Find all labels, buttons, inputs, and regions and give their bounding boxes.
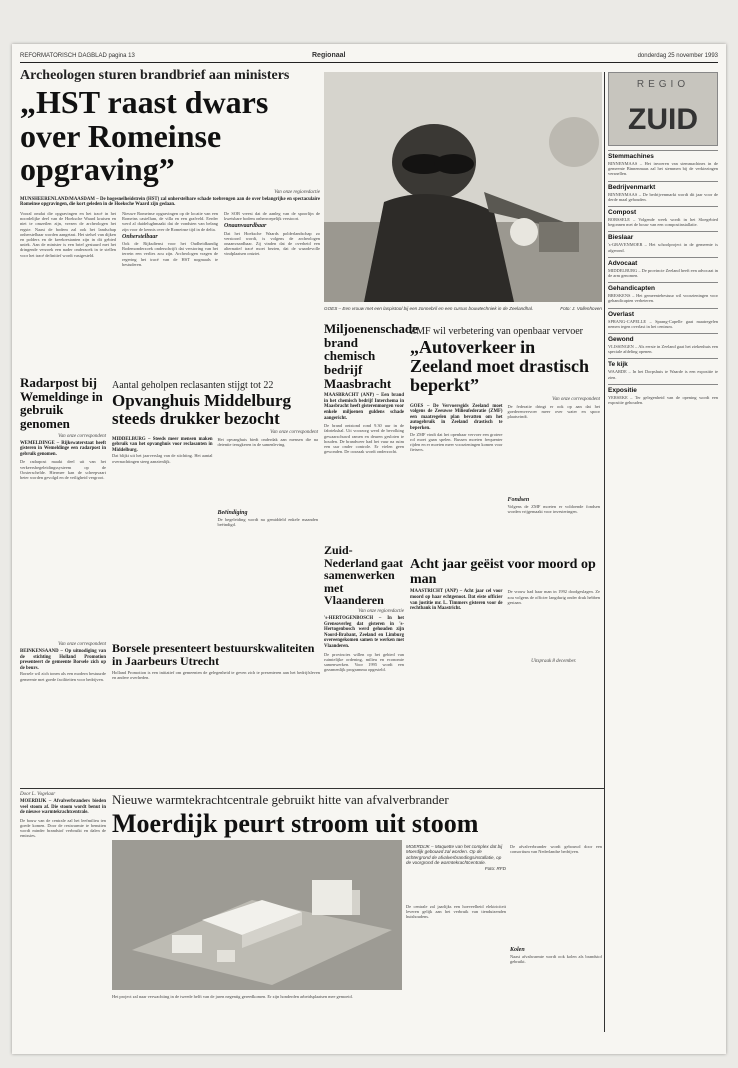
hst-column-1: Vooral omdat die opgravingen en het tracé in het noordelijke deel van de Hoeksche Waard kruisen en niet te omzeilen zijn, vrezen de archeologen het ergste. Naast de bodem zal ook het landschap onherstelbaar worden aangetast. Het stelsel van dijken en polders en de kreekrestanten zijn in dit gebied uniek. Aan de minister is een brief gestuurd met het dringende verzoek een nader onderzoek in te stellen voor het tracé definitief wordt vastgesteld. [20,210,116,258]
sidebar-item-title: Bieslaar [608,231,718,241]
acht-jaar-body: De vrouw had haar man in 1992 doodgeslagen. Ze zou volgens de officier langdurig onder druk hebben gestaan. [507,589,600,605]
zmf-kicker: ZMF wil verbetering van openbaar vervoer [410,326,583,337]
page-header-section: Regionaal [312,52,346,59]
regio-zuid-logo [608,72,718,146]
main-photo-caption [324,306,602,311]
maasbracht-body: De brand ontstond rond 9.30 uur in de fabriekshal. Uit voorzorg werd de bevolking gewaarschuwd ramen en deuren gesloten te houden. De brandweer had het vuur na ruim een uur onder controle. Er vielen geen gewonden. De oorzaak wordt onderzocht. [324,423,404,455]
radarpost-byline: Van onze correspondent [58,433,106,439]
acht-jaar-verdict: Uitspraak 8 december. [531,659,577,665]
article-hst [20,68,320,368]
radarpost-headline: Radarpost bij Wemeldinge in gebruik genomen [20,375,103,431]
sidebar-item-title: Advocaat [608,257,718,267]
sidebar-item-text: 's-GRAVENMOER – Het schoolproject in de gemeente is afgerond. [608,242,718,253]
regio-logo-bottom: ZUID [628,103,698,136]
hst-subhead-1: Onherstelbaar [122,233,158,240]
acht-jaar-headline: Acht jaar geëist voor moord op man [410,557,596,587]
article-radarpost [20,376,106,636]
moerdijk-photo-caption [406,844,506,871]
moerdijk-photo [112,840,402,990]
hst-kicker: Archeologen sturen brandbrief aan ministers [20,68,290,83]
zuidnl-lead: 's-HERTOGENBOSCH – In het Grensoverleg dat gisteren in 's-Hertogenbosch werd gehouden zijn Noord-Brabant, Zeeland en Limburg overeengekomen samen te werken met Vlaanderen. [324,615,404,649]
main-photo [324,72,602,302]
article-zuid-nederland [324,544,404,764]
zmf-lead: GOES – De Vervoersgids Zeeland moet volgens de Zeeuwse Milieufederatie (ZMF) een maatregelen plan bevatten om het autogebruik in Zeeland drastisch te beperken. [410,403,503,432]
maasbracht-headline: Miljoenenschade brand chemisch bedrijf Maasbracht [324,321,418,391]
borsele-column-2: Holland Promotion is een initiatief om gemeenten de gelegenheid te geven zich te presenteren aan het bedrijfsleven en andere overheden. [112,670,320,681]
sidebar-item-title: Expositie [608,384,718,394]
middelburg-kicker: Aantal geholpen reclasanten stijgt tot 22 [112,380,274,391]
zuidnl-body: De provincies willen op het gebied van ruimtelijke ordening, milieu en economie samenwerken. Voor 1995 wordt een gezamenlijk programma opgesteld. [324,651,404,673]
sidebar-item-title: Stemmachines [608,150,718,160]
moerdijk-column-1: De bouw van de centrale zal het leefmilieu ten goede komen. Door de restwarmte te benutten wordt minder brandstof verbruikt en dalen de emissies. [20,817,106,839]
sidebar [608,72,718,1032]
moerdijk-column-3-text: De centrale zal jaarlijks een hoeveelheid elektriciteit leveren gelijk aan het verbruik van tienduizenden huishoudens. [406,904,506,920]
zuidnl-headline: Zuid-Nederland gaat samenwerken met Vlaanderen [324,543,403,608]
sidebar-item-title: Overlast [608,308,718,318]
main-photo-credit: Foto: J. Vollenhoven [560,306,602,311]
sidebar-list [608,150,718,405]
borsele-byline: Van onze correspondent [58,642,106,647]
zmf-column-2: De federatie dringt er ook op aan dat het goederenvervoer meer over water en spoor plaatsvindt. [507,403,600,420]
radarpost-body: De radarpost maakt deel uit van het verkeersbegeleidingssysteem op de Oosterschelde. Hiermee kan de scheepvaart beter worden gevolgd en de veiligheid vergroot. [20,459,106,480]
hst-lead: MUNSHEERENLAND/MAASDAM – De hogesnelheidstrein (HST) zal onherstelbare schade toebrengen aan de over belangrijke en spectaculaire Romeinse opgravingen, die kort geleden in de Hoeksche Waard zijn gedaan. [20,196,320,208]
regio-logo-top: REGIO [636,79,690,90]
sidebar-item-title: Gewond [608,333,718,343]
hst-subhead-2: Onaanvaardbaar [224,223,267,230]
sidebar-item-title: Te kijk [608,358,718,368]
middelburg-lead: MIDDELBURG – Steeds meer mensen maken gebruik van het opvanghuis voor reclasanten in Middelburg. [112,436,213,453]
middelburg-column-1: Dat blijkt uit het jaarverslag van de stichting. Het aantal overnachtingen steeg aanzienlijk. [112,453,213,464]
middelburg-column-3: De begeleiding wordt na gemiddeld enkele maanden beëindigd. [217,516,318,527]
sidebar-item-text: BORSSELE – Volgende week wordt in het Sloegebied begonnen met de bouw van een compostinstallatie. [608,217,718,228]
sidebar-item-text: YERSEKE – Ter gelegenheid van de opening wordt een expositie gehouden. [608,394,718,406]
page-header-date: donderdag 25 november 1993 [637,53,718,59]
middelburg-headline: Opvanghuis Middelburg steeds drukker bezocht [112,391,292,428]
moerdijk-column-4-text: De afvalverbrander wordt gebouwd door een consortium van Nederlandse bedrijven. [510,844,602,855]
moerdijk-headline: Moerdijk peurt stroom uit stoom [112,809,479,838]
hst-headline: „HST raast dwars over Romeinse opgraving” [20,84,269,188]
hst-byline: Van onze regioredactie [274,189,320,195]
hst-column-3: De SOB vreest dat de aanleg van de spoorlijn de kwetsbare bodem onherroepelijk verstoort. Onaanvaardbaar Dat het Hoeksche Waards polderlandschap zo verstoord wordt, is volgens de archeologen onaanvaardbaar. Zij vinden dat de overheid een alternatief tracé moet bezien, dat de waardevolle vindplaatsen ontziet. [224,210,320,257]
radarpost-lead: WEMELDINGE – Rijkswaterstaat heeft gisteren in Wemeldinge een radarpost in gebruik genomen. [20,440,106,457]
moerdijk-subhead: Kolen [510,947,525,953]
moerdijk-column-3 [406,904,506,1034]
moerdijk-lead: MOERDIJK – Afvalverbranders bieden veel stoom af. Die stoom wordt benut in de nieuwe warmtekrachtcentrale. [20,799,106,816]
sidebar-item-text: MIDDELBURG – De provincie Zeeland heeft een advocaat in de arm genomen. [608,267,718,279]
zmf-headline: „Autoverkeer in Zeeland moet drastisch beperkt” [410,337,589,395]
sidebar-item-text: BRESKENS – Het gemeentebestuur wil voorzieningen voor gehandicapten verbeteren. [608,293,718,304]
sidebar-item-text: WAARDE – In het Dorpshuis te Waarde is een expositie te zien. [608,369,718,380]
article-zmf [410,326,600,556]
middelburg-byline: Van onze correspondent [270,429,318,435]
hst-column-2: Nieuwe Romeinse opgravingen op de locatie van een Romeins castellum, de villa en een grafveld. Eerder werd al duidelughmaakt dat de vondsten van belang zijn voor de kennis over de Romeinse tijd in de delta. Onherstelbaar Ook de Rijksdienst voor het Oudheidkundig Bodemonderzoek onderschrijft dat verstoring van het terrein een verlies zou zijn. Archeologen vragen de regering het tracé van de HST nogmaals te bestuderen. [122,210,218,267]
main-photo-caption-text: GOES – Een vrouw met een laspistool bij een zonnebril en een cursus bouwtechniek in de Zeelandhal. [324,306,534,311]
zmf-byline: Van onze correspondent [552,396,600,402]
moerdijk-photo-credit: Foto: RFD [484,865,506,871]
header-rule [20,62,718,63]
zuidnl-byline: Van onze regioredactie [358,608,404,614]
sidebar-item-title: Compost [608,206,718,216]
moerdijk-byline: Door L. Vogelaar [20,792,56,797]
acht-jaar-lead: MAASTRICHT (ANP) – Acht jaar cel voor moord op haar echtgenoot. Dat eiste officier van justitie mr. L. Timmers gisteren voor de rechtbank in Maastricht. [410,589,503,612]
middelburg-column-2: Het opvanghuis biedt onderdak aan mensen die na detentie terugkeren in de samenleving. [217,436,318,447]
sidebar-item-text: SPRANG-CAPELLE – Sprang-Capelle gaat maatregelen nemen tegen overlast in het centrum. [608,318,718,329]
zmf-column-1: De ZMF vindt dat het openbaar vervoer een grotere rol moet gaan spelen. Bussen moeten frequenter rijden en er moeten meer voorzieningen komen voor fietsers. [410,431,503,453]
zmf-column-3: Volgens de ZMF moeten er voldoende fondsen worden vrijgemaakt voor investeringen. [507,503,600,514]
zmf-subhead: Fondsen [507,496,530,503]
moerdijk-lead-column [20,792,106,1052]
moerdijk-kicker: Nieuwe warmtekrachtcentrale gebruikt hitte van afvalverbrander [112,792,449,807]
article-acht-jaar [410,558,600,688]
moerdijk-column-5-text: Naast afvalwarmte wordt ook kolen als brandstof gebruikt. [510,954,602,965]
middelburg-subhead: Beëindiging [217,509,248,516]
maasbracht-lead: MAASBRACHT (ANP) – Een brand in het chemisch bedrijf Interchema in Maasbracht heeft gisterenmorgen voor enkele miljoenen guldens schade aangericht. [324,393,404,421]
borsele-column-1: Borsele wil zich tonen als een modern bestuurde gemeente met goede faciliteiten voor bedrijven. [20,671,106,682]
moerdijk-column-4 [510,844,602,1034]
moerdijk-bottom-text: Het project zal naar verwachting in de tweede helft van de jaren negentig gereedkomen. Er zijn honderden arbeidsplaatsen mee gemoeid. [112,994,353,999]
article-middelburg [112,380,318,630]
borsele-lead: BEINKENSAAND – Op uitnodiging van de stichting Holland Promotion presenteert de gemeente Borsele zich op de beurs. [20,649,106,671]
photo-maquette-icon [112,840,402,990]
newspaper-page [12,44,726,1054]
article-borsele [20,642,320,784]
sidebar-item-title: Bedrijvenmarkt [608,181,718,191]
sidebar-item-title: Gehandicapten [608,282,718,292]
sidebar-item-text: BINNENMAAS – De bedrijvenmarkt wordt dit jaar voor de derde maal gehouden. [608,191,718,202]
borsele-headline: Borsele presenteert bestuurskwaliteiten in Jaarbeurs Utrecht [112,641,315,668]
moerdijk-photo-caption-text: MOERDIJK – Maquette van het complex dat bij Moerdijk gebouwd zal worden. Op de achtergrond de afvalverbrandingsinstallatie, op de voorgrond de warmtekrachtcentrale. [406,844,503,866]
sidebar-item-text: VLISSINGEN – Als eerste in Zeeland gaat het ziekenhuis een speciale afdeling openen. [608,344,718,355]
sidebar-item-text: BINNENMAAS – Het invoeren van stemmachines in de gemeente Binnenmaas zal het stemmen bij de verkiezingen versnellen. [608,161,718,177]
photo-welding-icon [324,72,602,302]
page-header-left: REFORMATORISCH DAGBLAD pagina 13 [20,53,135,59]
